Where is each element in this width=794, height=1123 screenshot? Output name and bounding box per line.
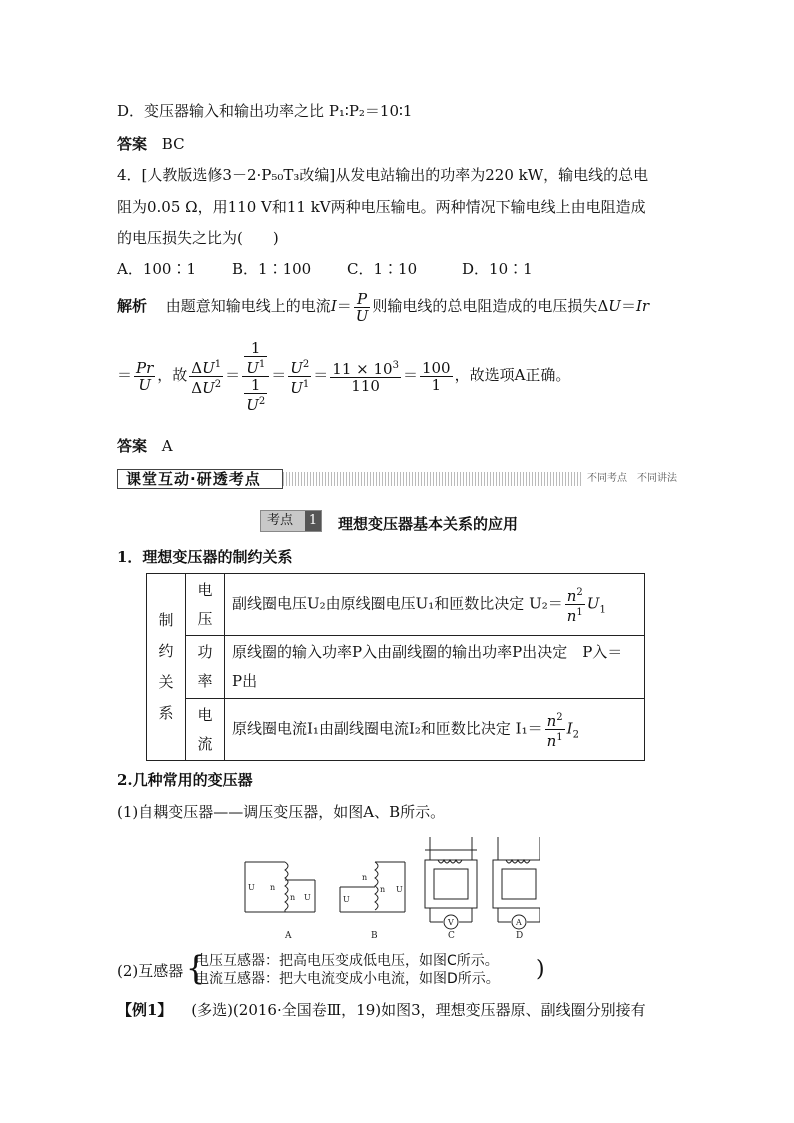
svg-text:U: U: [396, 885, 403, 894]
kaodian-title: 理想变压器基本关系的应用: [338, 515, 519, 533]
svg-text:n: n: [270, 883, 276, 892]
option-d-formula: P₁∶P₂＝10∶1: [328, 102, 413, 120]
table-group-label: 制 约 关 系: [147, 574, 186, 761]
row-content-power: 原线圈的输入功率P入由副线圈的输出功率P出决定 P入＝ P出: [225, 636, 645, 699]
row-label-current: 电 流: [186, 699, 225, 761]
transformer-figures: [240, 832, 540, 944]
question-4-options: [117, 259, 533, 279]
figure-label-d: D: [516, 931, 524, 941]
answer-1: 答案 BC: [117, 135, 185, 153]
answer-2: 答案 A: [117, 437, 173, 455]
option-d-choice: D．10∶1: [462, 260, 533, 278]
svg-text:U: U: [304, 893, 311, 902]
option-c: C．1∶10: [347, 260, 418, 278]
mutual-items: [195, 952, 500, 988]
example-1: 【例1】 (多选)(2016·全国卷Ⅲ，19)如图3，理想变压器原、副线圈分别接有: [117, 1001, 646, 1019]
svg-text:A: A: [516, 918, 522, 927]
row-content-voltage: 副线圈电压U₂由原线圈电压U₁和匝数比决定 U₂＝ $\frac{n^2}{n^1}$ $U_1$: [225, 574, 645, 636]
svg-text:n: n: [380, 885, 386, 894]
row-content-current: 原线圈电流I₁由副线圈电流I₂和匝数比决定 I₁＝ $\frac{n^2}{n^1}$ $I_2$: [225, 699, 645, 761]
heading-2: 2.几种常用的变压器: [117, 771, 253, 789]
solution-line-1: 解析 由题意知输电线上的电流I＝ $\frac{P}{U}$ 则输电线的总电阻造成的电压损失ΔU＝Ir: [117, 289, 650, 325]
svg-text:U: U: [248, 883, 255, 892]
row-label-power: 功 率: [186, 636, 225, 699]
mutual-item-voltage: 电压互感器：把高电压变成低电压，如图C所示。: [195, 953, 499, 969]
question-4-line-2: 阻为0.05 Ω，用110 V和11 kV两种电压输电。两种情况下输电线上由电阻造成: [117, 198, 646, 216]
auto-transformer-text: (1)自耦变压器——调压变压器，如图A、B所示。: [117, 803, 446, 821]
question-4-line-3: 的电压损失之比为( ): [117, 229, 279, 247]
svg-text:n: n: [290, 893, 296, 902]
section-title: 课堂互动·研透考点: [126, 470, 261, 488]
brace-right: ): [536, 957, 545, 982]
option-d: D．变压器输入和输出功率之比 P₁∶P₂＝10∶1: [117, 102, 413, 120]
brace-left: {: [186, 949, 206, 988]
svg-text:n: n: [362, 873, 368, 882]
figure-label-a: A: [285, 931, 292, 941]
figure-label-c: C: [448, 931, 455, 941]
section-banner: [117, 469, 679, 489]
heading-1: 1．理想变压器的制约关系: [117, 548, 293, 566]
relation-table: [146, 573, 645, 761]
svg-text:U: U: [343, 895, 350, 904]
compound-fraction: $\frac{\frac{1}{U^1}}{\frac{1}{U^2}}$: [242, 340, 269, 413]
kaodian-badge: 考点 1: [260, 510, 322, 532]
mutual-item-current: 电流互感器：把大电流变成小电流，如图D所示。: [195, 971, 500, 987]
mutual-label: (2)互感器: [117, 962, 184, 980]
figure-label-b: B: [371, 931, 378, 941]
row-label-voltage: 电 压: [186, 574, 225, 636]
solution-line-2: ＝ $\frac{Pr}{U}$ ，故 $\frac{\Delta U^1}{\Delta U^2}$ ＝ $\frac{\frac{1}{U^1}}{\frac{1}{U^2}}$ ＝ $\frac{U^2}{U^1}$ ＝ $\frac{11 \times 10^3}{110}$ ＝ $\frac{100}{1}$ ，故选项A正确。: [117, 338, 571, 414]
svg-text:V: V: [448, 918, 454, 927]
fraction-p-over-u: $\frac{P}{U}$: [355, 289, 369, 325]
section-subtitle: 不同考点 不同讲法: [583, 472, 677, 486]
option-a: A．100∶1: [117, 260, 197, 278]
option-b: B．1∶100: [232, 260, 312, 278]
question-4-line-1: 4．[人教版选修3－2·P₅₀T₃改编]从发电站输出的功率为220 kW，输电线的总电: [117, 166, 649, 184]
